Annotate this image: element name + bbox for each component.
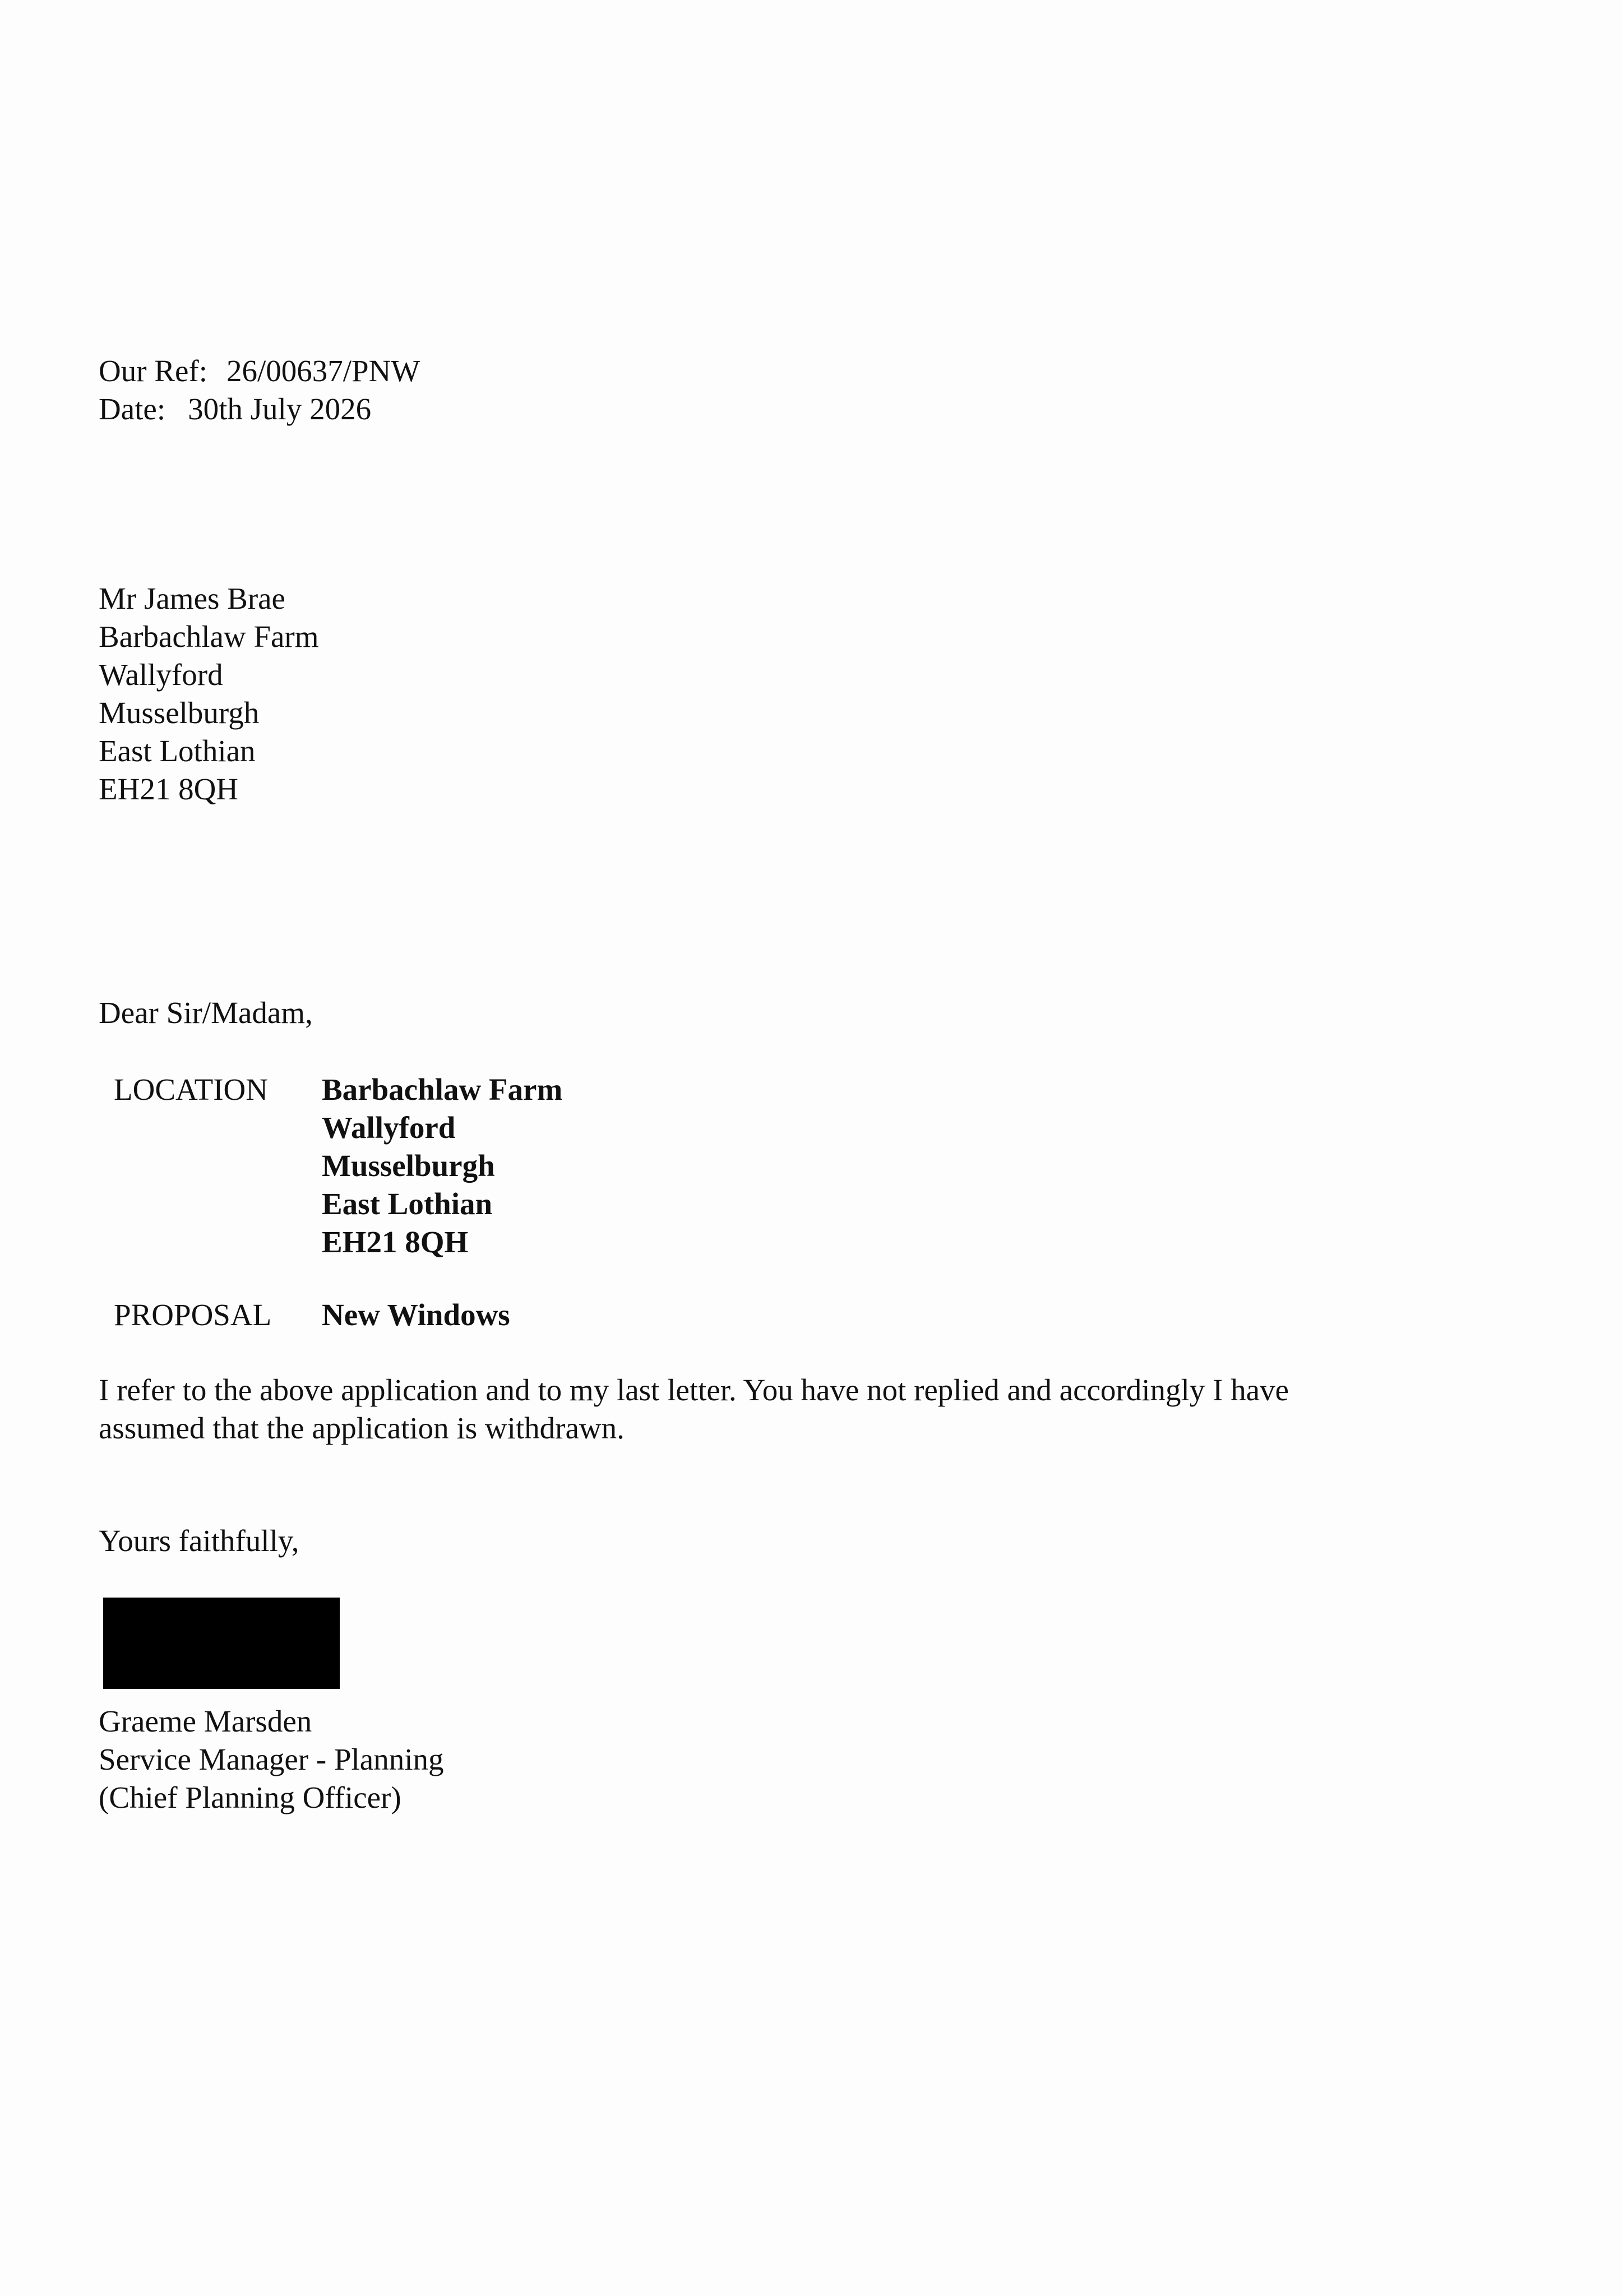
location-label: LOCATION	[114, 1072, 268, 1107]
recipient-name: Mr James Brae	[99, 581, 285, 615]
our-ref-label: Our Ref:	[99, 354, 207, 388]
location-line: Barbachlaw Farm	[322, 1072, 563, 1107]
signatory-name: Graeme Marsden	[99, 1704, 312, 1738]
our-ref-value: 26/00637/PNW	[226, 354, 420, 388]
recipient-postcode: EH21 8QH	[99, 772, 239, 806]
signatory-title: Service Manager - Planning	[99, 1742, 444, 1776]
recipient-address-line: Musselburgh	[99, 696, 260, 730]
location-line: Wallyford	[322, 1110, 456, 1145]
location-line: East Lothian	[322, 1187, 493, 1221]
redacted-signature	[103, 1598, 340, 1689]
signatory-block	[99, 1702, 444, 1817]
location-line: Musselburgh	[322, 1149, 495, 1183]
date-value: 30th July 2026	[188, 392, 372, 426]
date-label: Date:	[99, 392, 166, 426]
location-value	[322, 1071, 562, 1261]
closing: Yours faithfully,	[99, 1524, 299, 1558]
recipient-address-line: Barbachlaw Farm	[99, 619, 319, 654]
reference-block	[99, 352, 420, 428]
salutation: Dear Sir/Madam,	[99, 996, 313, 1030]
proposal-value: New Windows	[322, 1298, 510, 1332]
signatory-role: (Chief Planning Officer)	[99, 1780, 401, 1814]
date-line	[99, 390, 420, 428]
letter-body: I refer to the above application and to my last letter. You have not replied and accordingly I have assumed that the application is withdrawn.	[99, 1373, 1289, 1445]
recipient-address-line: Wallyford	[99, 658, 223, 692]
our-ref-line	[99, 352, 420, 390]
location-line: EH21 8QH	[322, 1225, 469, 1259]
recipient-address-line: East Lothian	[99, 734, 256, 768]
recipient-address	[99, 580, 319, 808]
proposal-label: PROPOSAL	[114, 1298, 272, 1332]
